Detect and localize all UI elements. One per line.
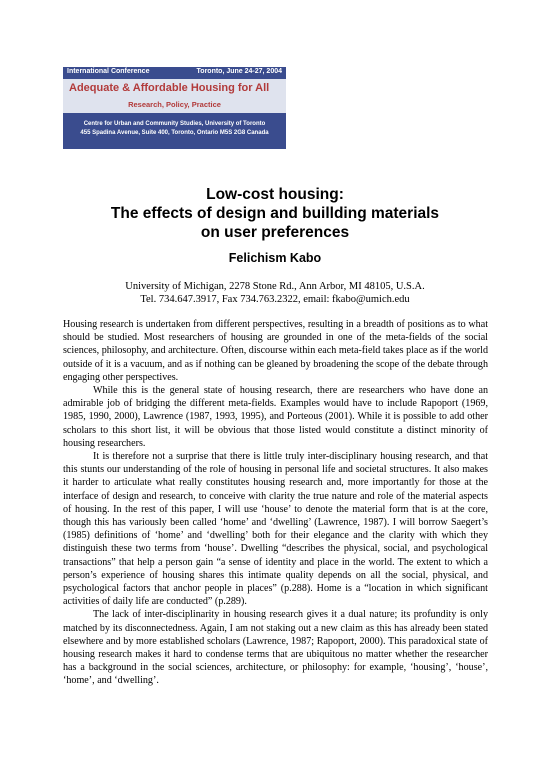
banner-top-bar	[63, 67, 286, 79]
conference-banner	[63, 67, 286, 149]
body-paragraph-3: It is therefore not a surprise that there is little truly inter-disciplinary housing research, and that this stunts our understanding of the role of housing in personal life and societal structures. It also makes it harder to articulate what really constitutes housing research and, more importantly for those at the interface of design and research, to conceive with clarity the true nature and role of the material aspects of housing. In the rest of this paper, I will use ‘house’ to denote the material form that is at the core, though this has variously been called ‘home’ and ‘dwelling’ (Lawrence, 1987). I will borrow Saegert’s (1985) definitions of ‘home’ and ‘dwelling’ both for their elegance and the clarity with which they distinguish these two terms from ‘house’. Dwelling “describes the physical, social, and psychological transactions” that help a person gain “a sense of identity and place in the world. The extent to which a person’s experience of housing shares this intimate quality depends on all the social, physical, and psychological factors that anchor people in places” (p.288). Home is a “location in which significant activities of daily life are conducted” (p.289).	[63, 451, 488, 608]
body-paragraph-2: While this is the general state of housing research, there are researchers who have done an admirable job of bridging the different meta-fields. Examples would have to include Rapoport (1969, 1985, 1990, 2000), Lawrence (1987, 1993, 1995), and Porteous (2001). While it is possible to add other scholars to this short list, it will be obvious that those listed would constitute a distinct minority of housing researchers.	[63, 385, 488, 449]
banner-footer-bar	[63, 113, 286, 149]
paper-title-line-2: The effects of design and buillding materials	[110, 205, 440, 222]
banner-location-date: Toronto, June 24-27, 2004	[196, 68, 282, 75]
banner-event: International Conference	[67, 68, 150, 75]
banner-title: Adequate & Affordable Housing for All	[69, 82, 270, 94]
paper-author: Felichism Kabo	[228, 251, 322, 265]
paper-body	[63, 318, 488, 688]
author-contact: Tel. 734.647.3917, Fax 734.763.2322, email: fkabo@umich.edu	[140, 294, 410, 305]
author-affiliation: University of Michigan, 2278 Stone Rd., Ann Arbor, MI 48105, U.S.A.	[125, 281, 425, 292]
body-paragraph-4: The lack of inter-disciplinarity in housing research gives it a dual nature; its profundity is only matched by its disconnectedness. Again, I am not staking out a new claim as this has already been stated elsewhere and by more established scholars (Lawrence, 1987; Rapoport, 2000). This paradoxical state of housing research makes it hard to condense terms that are ubiquitous no matter whether the researcher has a background in the social sciences, architecture, or philosophy: for example, ‘housing’, ‘house’, ‘home’, and ‘dwelling’.	[63, 609, 488, 687]
paper-title-line-1: Low-cost housing:	[206, 186, 344, 203]
paper-title-line-3: on user preferences	[200, 224, 350, 241]
body-paragraph-1: Housing research is undertaken from different perspectives, resulting in a breadth of positions as to what should be studied. Most researchers of housing are grounded in one of the meta-fields of the social sciences, philosophy, and architecture. Often, discourse within each meta-field takes place as if the world outside of it is a vacuum, and as if nothing can be gleaned by broadening the scope of the debate through engaging other perspectives.	[63, 319, 488, 383]
banner-address-line: 455 Spadina Avenue, Suite 400, Toronto, Ontario M5S 2G8 Canada	[80, 130, 269, 136]
banner-org-line: Centre for Urban and Community Studies, University of Toronto	[83, 121, 266, 127]
banner-subtitle: Research, Policy, Practice	[128, 100, 221, 109]
banner-title-area	[63, 79, 286, 113]
